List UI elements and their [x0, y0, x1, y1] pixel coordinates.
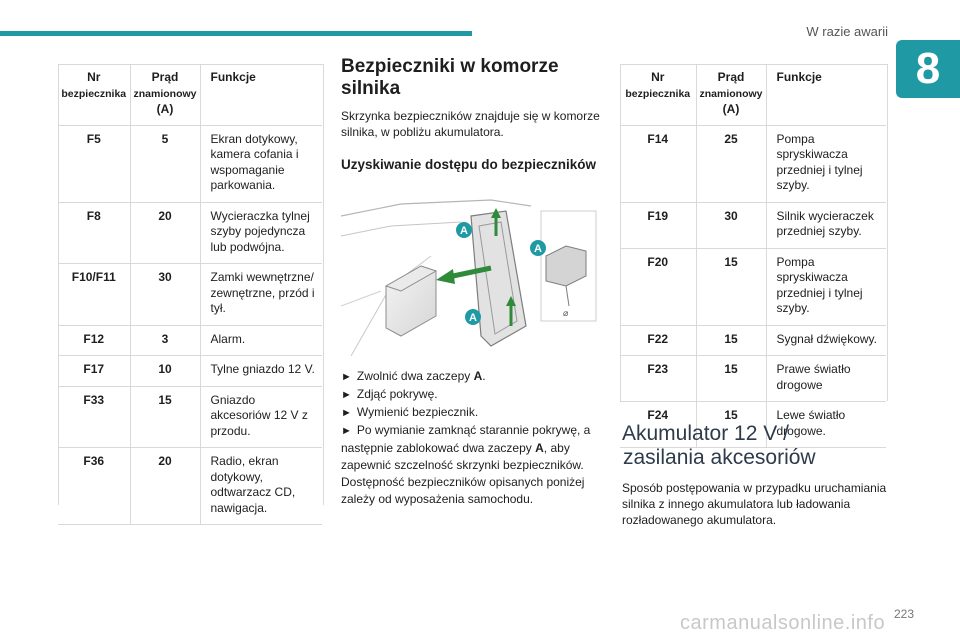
svg-text:A: A [460, 225, 468, 237]
callout-a-right [530, 240, 546, 256]
bullet-arrow-icon: ► [341, 389, 352, 401]
fuse-number-cell: F8 [58, 202, 130, 264]
table-row [58, 448, 322, 525]
fuse-number-cell: F22 [620, 325, 696, 356]
svg-text:A: A [469, 312, 477, 324]
fuse-function-cell: Pompa spryskiwacza przedniej i tylnej szyby. [766, 125, 886, 202]
engine-fuses-section [341, 56, 603, 174]
fuse-number-cell: F14 [620, 125, 696, 202]
table-row [620, 248, 886, 325]
page-number: 223 [893, 607, 914, 621]
fuse-number-cell: F10/F11 [58, 264, 130, 326]
chapter-tab: 8 [896, 40, 960, 98]
step-text: Po wymianie zamknąć starannie pokrywę, a następnie zablokować dwa zaczepy [341, 423, 591, 455]
step-text: Zdjąć pokrywę. [356, 387, 438, 401]
fuse-function-cell: Prawe światło drogowe [766, 356, 886, 402]
fuse-function-cell: Zamki wewnętrzne/ zewnętrzne, przód i tył. [200, 264, 322, 326]
fuse-current-cell: 3 [130, 325, 200, 356]
fuse-table-left [58, 64, 322, 525]
battery-title: Akumulator 12 V / zasilania akcesoriów [622, 422, 816, 469]
table-row [620, 356, 886, 402]
table-row [58, 264, 322, 326]
fuse-function-cell: Lewe światło drogowe. [766, 402, 886, 448]
subsection-title: Uzyskiwanie dostępu do bezpieczników [341, 157, 597, 172]
fuse-function-cell: Alarm. [200, 325, 322, 356]
fuse-current-cell: 15 [696, 325, 766, 356]
fuse-function-cell: Sygnał dźwiękowy. [766, 325, 886, 356]
step-bold-ref: A [473, 369, 483, 383]
fuse-table-right [620, 64, 886, 448]
step-text-after: , aby zapewnić szczelność skrzynki bezpieczników. [341, 441, 584, 472]
watermark: carmanualsonline.info [680, 612, 886, 634]
fuse-current-cell: 15 [696, 248, 766, 325]
fuse-number-cell: F24 [620, 402, 696, 448]
table-row [620, 202, 886, 248]
steps-list [341, 368, 603, 508]
step-item [341, 404, 603, 422]
callout-a-top [456, 222, 472, 238]
table-row [58, 325, 322, 356]
fuse-box-illustration [341, 196, 601, 366]
fuse-function-cell: Wycieraczka tylnej szyby pojedyncza lub podwójna. [200, 202, 322, 264]
fuse-current-cell: 15 [696, 402, 766, 448]
fuse-current-cell: 20 [130, 202, 200, 264]
fuse-function-cell: Gniazdo akcesoriów 12 V z przodu. [200, 386, 322, 448]
fuse-number-cell: F20 [620, 248, 696, 325]
bullet-arrow-icon: ► [341, 425, 352, 437]
step-bold-ref: A [535, 441, 544, 455]
fuse-function-cell: Pompa spryskiwacza przedniej i tylnej szyby. [766, 248, 886, 325]
fuse-current-cell: 5 [130, 125, 200, 202]
col-header-number: Nr bezpiecznika [58, 64, 130, 125]
table-row [58, 386, 322, 448]
section-title: Bezpieczniki w komorze silnika [341, 56, 559, 99]
step-item [341, 422, 603, 474]
col-header-current: Prąd znamionowy (A) [130, 64, 200, 125]
fuse-number-cell: F19 [620, 202, 696, 248]
fuse-number-cell: F36 [58, 448, 130, 525]
col-header-current: Prąd znamionowy (A) [696, 64, 766, 125]
col-header-function: Funkcje [766, 64, 886, 125]
battery-text: Sposób postępowania w przypadku uruchamiania silnika z innego akumulatora lub ładowania rozładowanego akumulatora. [622, 481, 887, 527]
fuse-current-cell: 20 [130, 448, 200, 525]
fuse-number-cell: F23 [620, 356, 696, 402]
table-row [58, 202, 322, 264]
table-row [620, 325, 886, 356]
step-text: Zwolnić dwa zaczepy [356, 369, 474, 383]
table-row [58, 356, 322, 387]
step-item [341, 386, 603, 404]
fuse-current-cell: 15 [696, 356, 766, 402]
bullet-arrow-icon: ► [341, 407, 352, 419]
intro-text: Skrzynka bezpieczników znajduje się w komorze silnika, w pobliżu akumulatora. [341, 109, 600, 139]
col-header-function: Funkcje [200, 64, 322, 125]
svg-text:⌀: ⌀ [563, 308, 569, 318]
fuse-function-cell: Silnik wycieraczek przedniej szyby. [766, 202, 886, 248]
table-row [58, 125, 322, 202]
top-accent-bar [0, 31, 472, 36]
fuse-number-cell: F12 [58, 325, 130, 356]
col-header-number: Nr bezpiecznika [620, 64, 696, 125]
availability-note: Dostępność bezpieczników opisanych poniżej zależy od wyposażenia samochodu. [341, 475, 585, 506]
step-item [341, 368, 603, 386]
fuse-current-cell: 30 [130, 264, 200, 326]
section-header: W razie awarii [806, 24, 888, 39]
fuse-number-cell: F5 [58, 125, 130, 202]
fuse-current-cell: 15 [130, 386, 200, 448]
fuse-number-cell: F33 [58, 386, 130, 448]
fuse-function-cell: Tylne gniazdo 12 V. [200, 356, 322, 387]
fuse-number-cell: F17 [58, 356, 130, 387]
step-text: Wymienić bezpiecznik. [356, 405, 479, 419]
svg-text:A: A [534, 243, 542, 255]
fuse-function-cell: Ekran dotykowy, kamera cofania i wspomaganie parkowania. [200, 125, 322, 202]
battery-section [622, 422, 892, 528]
step-text-after: . [482, 369, 486, 383]
table-row [620, 125, 886, 202]
fuse-function-cell: Radio, ekran dotykowy, odtwarzacz CD, nawigacja. [200, 448, 322, 525]
bullet-arrow-icon: ► [341, 371, 352, 383]
fuse-current-cell: 30 [696, 202, 766, 248]
fuse-current-cell: 25 [696, 125, 766, 202]
fuse-current-cell: 10 [130, 356, 200, 387]
callout-a-bottom [465, 309, 481, 325]
